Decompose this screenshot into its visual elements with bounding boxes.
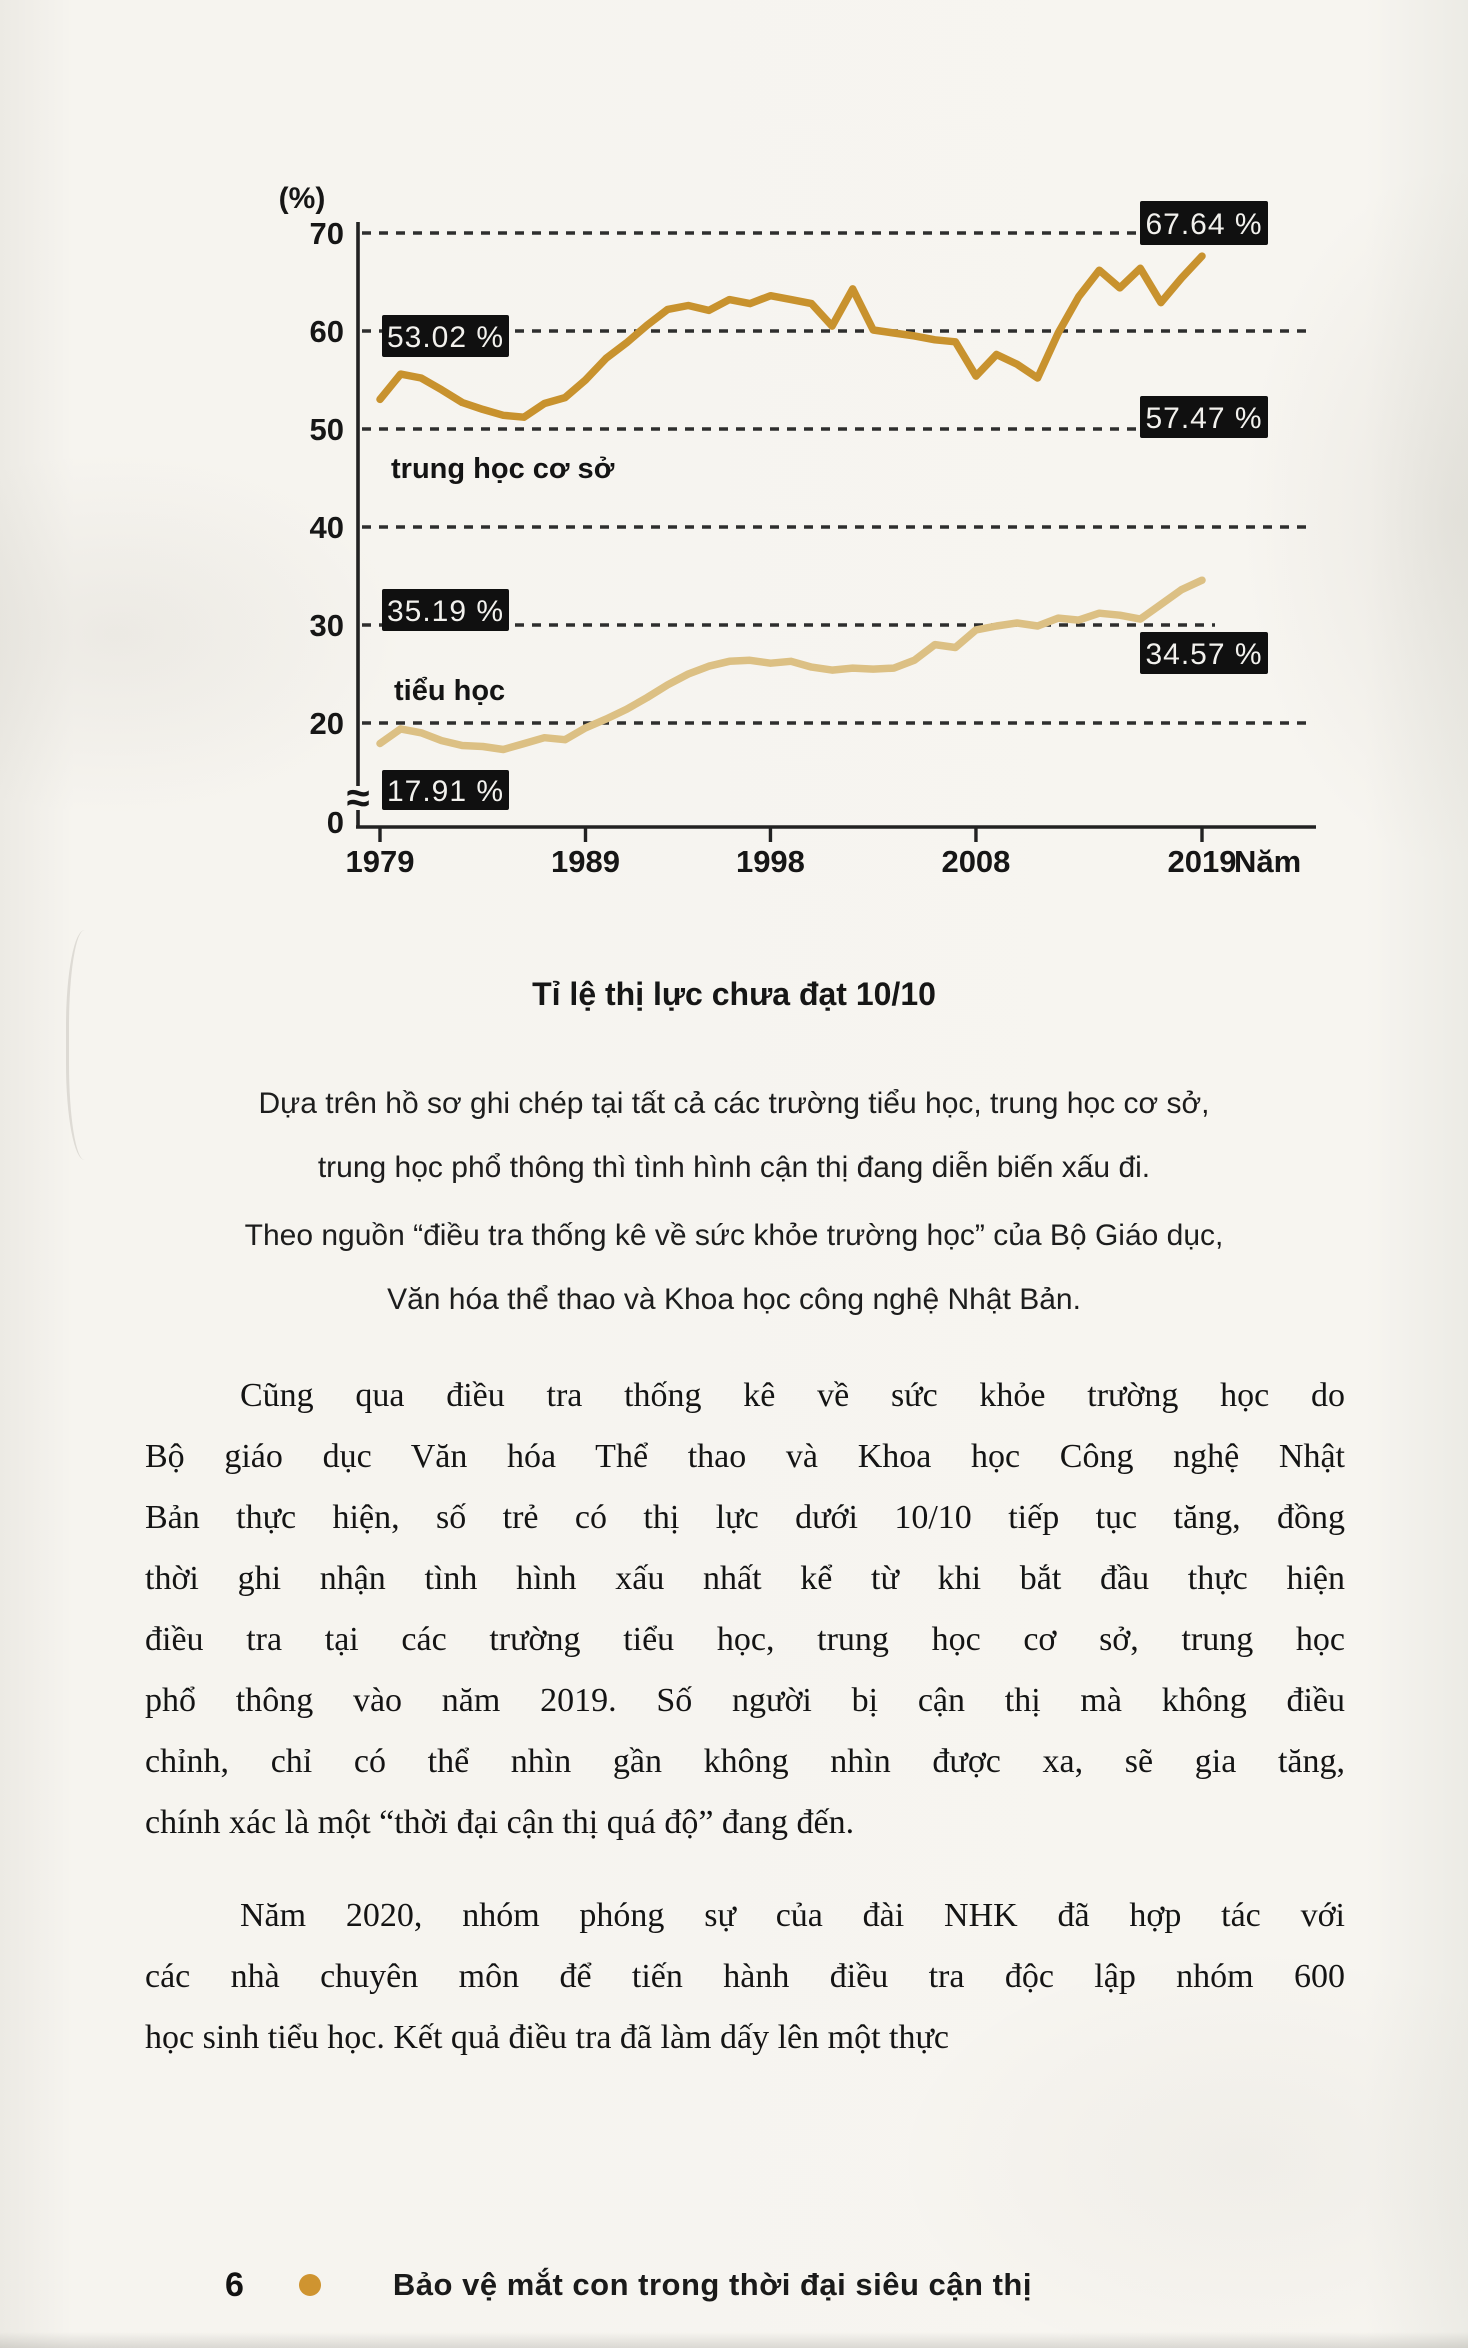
- page-number: 6: [225, 2265, 244, 2304]
- figure-caption-source: [134, 1204, 1334, 1332]
- value-badge-label: 34.57 %: [1145, 638, 1263, 671]
- text-line: thời ghi nhận tình hình xấu nhất kể từ khi bắt đầu thực hiện: [145, 1560, 1345, 1597]
- y-tick-label: 60: [309, 314, 344, 349]
- y-tick-label: 20: [309, 706, 344, 741]
- value-badge-label: 57.47 %: [1145, 402, 1263, 435]
- x-tick-label: 1979: [345, 844, 415, 879]
- series-label: tiểu học: [394, 675, 506, 707]
- caption-line: Theo nguồn “điều tra thống kê về sức khỏe trường học” của Bộ Giáo dục,: [244, 1219, 1224, 1252]
- value-badge-label: 67.64 %: [1145, 208, 1263, 241]
- text-line: các nhà chuyên môn để tiến hành điều tra độc lập nhóm 600: [145, 1958, 1345, 1995]
- text-line: Cũng qua điều tra thống kê về sức khỏe trường học do: [240, 1377, 1345, 1414]
- x-tick-label: 2019: [1167, 844, 1237, 879]
- y-axis-unit-label: (%): [278, 182, 326, 215]
- caption-line: Văn hóa thể thao và Khoa học công nghệ Nhật Bản.: [387, 1283, 1081, 1316]
- paragraph: [145, 1885, 1345, 2068]
- caption-line: trung học phổ thông thì tình hình cận thị đang diễn biến xấu đi.: [317, 1151, 1151, 1184]
- text-line: điều tra tại các trường tiểu học, trung học cơ sở, trung học: [145, 1621, 1345, 1658]
- x-tick-label: 1998: [735, 844, 805, 879]
- vision-rate-line-chart: [0, 0, 1468, 940]
- figure-caption-primary: [134, 1072, 1334, 1200]
- x-axis-title: Năm: [1234, 844, 1302, 879]
- text-line: Năm 2020, nhóm phóng sự của đài NHK đã hợp tác với: [240, 1897, 1345, 1934]
- axis-break-icon: ≈: [346, 774, 370, 821]
- text-line: chỉnh, chỉ có thể nhìn gần không nhìn được xa, sẽ gia tăng,: [145, 1743, 1345, 1780]
- y-tick-label-zero: 0: [326, 805, 344, 840]
- footer-book-title: Bảo vệ mắt con trong thời đại siêu cận thị: [392, 2267, 1032, 2302]
- value-badge-label: 35.19 %: [386, 595, 505, 628]
- y-tick-label: 30: [309, 608, 344, 643]
- value-badge-label: 17.91 %: [386, 775, 505, 808]
- x-tick-label: 1989: [551, 844, 620, 879]
- y-tick-label: 70: [309, 216, 344, 251]
- footer-bullet-icon: [299, 2274, 321, 2296]
- figure-title: Tỉ lệ thị lực chưa đạt 10/10: [532, 976, 936, 1012]
- series-label: trung học cơ sở: [391, 453, 615, 485]
- page-footer: [225, 2262, 1032, 2308]
- caption-line: Dựa trên hồ sơ ghi chép tại tất cả các trường tiểu học, trung học cơ sở,: [258, 1087, 1210, 1120]
- x-tick-label: 2008: [941, 844, 1011, 879]
- text-line: phổ thông vào năm 2019. Số người bị cận thị mà không điều: [145, 1682, 1345, 1719]
- value-badge-label: 53.02 %: [386, 321, 505, 354]
- body-text: [145, 1365, 1345, 2100]
- y-tick-label: 50: [309, 412, 344, 447]
- text-line: học sinh tiểu học. Kết quả điều tra đã làm dấy lên một thực: [145, 2019, 949, 2056]
- text-line: Bộ giáo dục Văn hóa Thể thao và Khoa học Công nghệ Nhật: [145, 1438, 1345, 1475]
- y-tick-label: 40: [309, 510, 344, 545]
- page-curl-artifact: [66, 930, 103, 1160]
- text-line: chính xác là một “thời đại cận thị quá độ” đang đến.: [145, 1804, 855, 1841]
- text-line: Bản thực hiện, số trẻ có thị lực dưới 10/10 tiếp tục tăng, đồng: [145, 1499, 1345, 1536]
- paragraph: [145, 1365, 1345, 1853]
